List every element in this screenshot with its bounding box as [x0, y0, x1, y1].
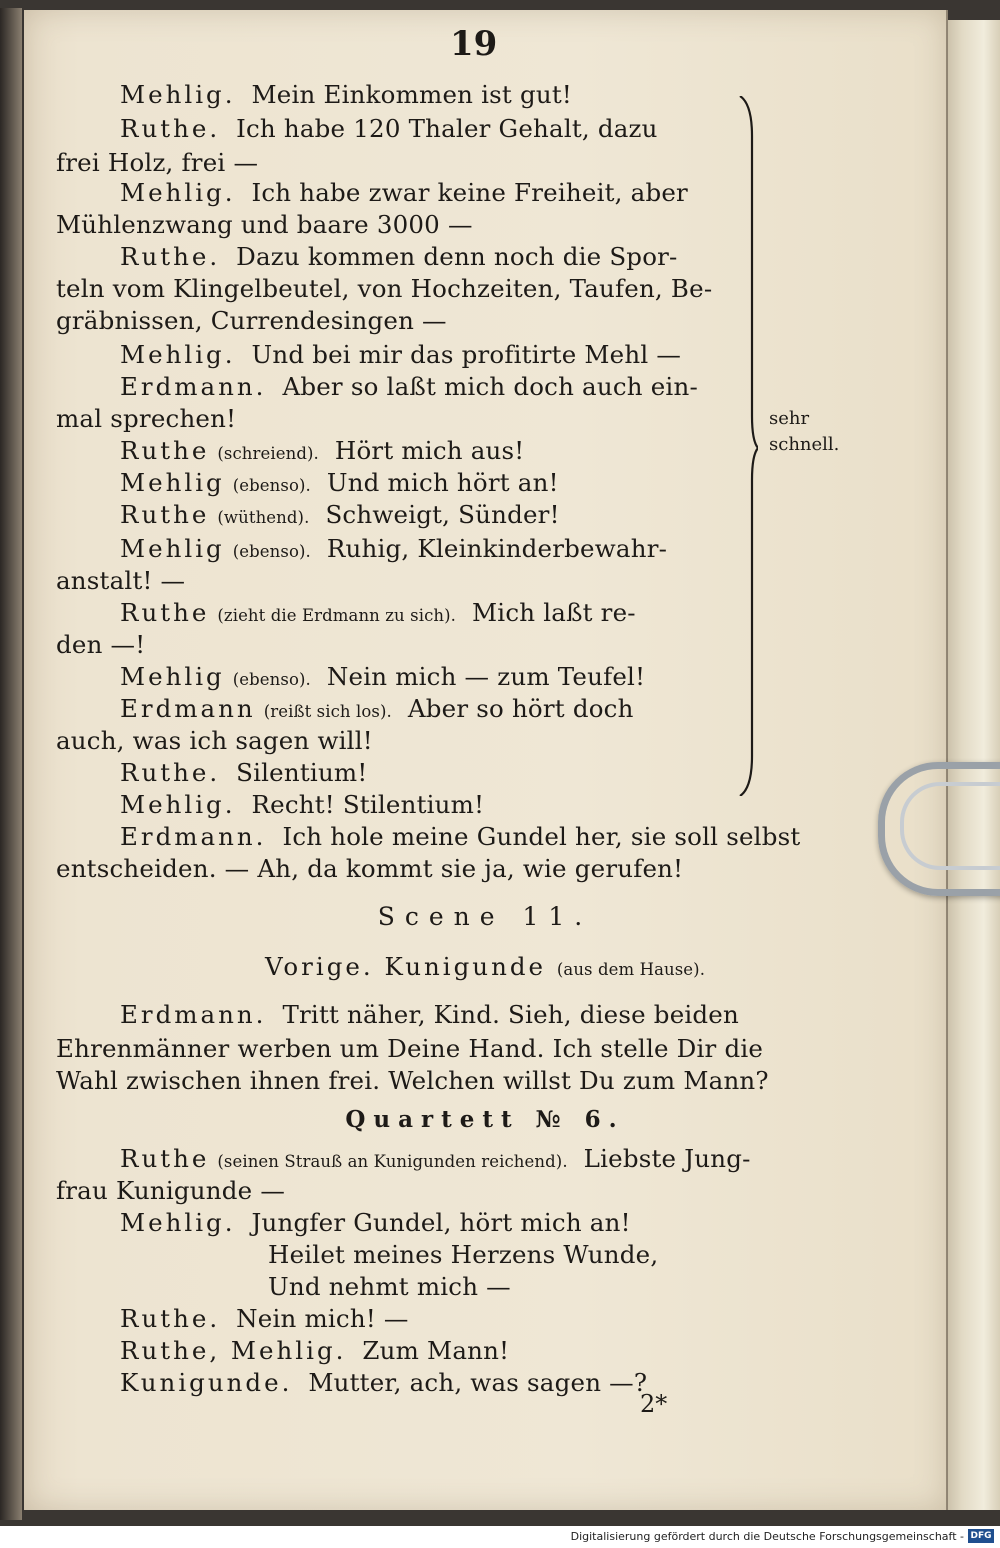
verse-line: Heilet meines Herzens Wunde, — [268, 1240, 659, 1269]
dialogue-line — [120, 598, 636, 627]
continuation-line: den —! — [56, 630, 146, 659]
speech: Tritt näher, Kind. Sieh, diese beiden — [282, 1000, 739, 1029]
verse-line: Und nehmt mich — — [268, 1272, 511, 1301]
dialogue-line — [120, 822, 800, 851]
speech: Ich hole meine Gundel her, sie soll selbst — [282, 822, 801, 851]
dialogue-line — [120, 436, 524, 465]
continuation-line: auch, was ich sagen will! — [56, 726, 373, 755]
footer-credit: Digitalisierung gefördert durch die Deutsche Forschungsgemeinschaft - — [570, 1530, 964, 1543]
speech: Ruhig, Kleinkinderbewahr- — [326, 534, 668, 563]
page-number: 19 — [450, 24, 498, 64]
speaker: Erdmann. — [120, 372, 267, 401]
dialogue-line — [120, 1144, 751, 1173]
continuation-line: anstalt! — — [56, 566, 186, 595]
margin-note-line: sehr — [769, 408, 810, 429]
speech: Silentium! — [236, 758, 368, 787]
speech: Recht! Stilentium! — [251, 790, 485, 819]
signature-mark: 2* — [640, 1390, 668, 1418]
scene-heading: Scene 11. — [377, 902, 593, 931]
dialogue-line — [120, 1208, 631, 1237]
speech: Mein Einkommen ist gut! — [251, 80, 572, 109]
continuation-line: entscheiden. — Ah, da kommt sie ja, wie gerufen! — [56, 854, 684, 883]
stage-direction: (ebenso). — [232, 670, 311, 689]
dialogue-line — [120, 534, 667, 563]
scene-cast — [24, 952, 946, 981]
dialogue-line — [120, 500, 560, 529]
stage-direction: (ebenso). — [232, 542, 311, 561]
dialogue-line — [120, 372, 698, 401]
continuation-line: frau Kunigunde — — [56, 1176, 286, 1205]
dialogue-line — [120, 242, 678, 271]
speaker: Ruthe — [120, 500, 210, 529]
stage-direction: (zieht die Erdmann zu sich). — [217, 606, 457, 625]
speech: Dazu kommen denn noch die Spor- — [236, 242, 678, 271]
speech: Hört mich aus! — [334, 436, 525, 465]
stage-direction: (aus dem Hause). — [556, 960, 706, 979]
dialogue-line — [120, 1304, 409, 1333]
speech: Liebste Jung- — [583, 1144, 751, 1173]
dialogue-line — [120, 114, 658, 143]
speaker: Mehlig. — [120, 80, 236, 109]
speaker: Kunigunde. — [120, 1368, 293, 1397]
speaker: Mehlig. — [120, 340, 236, 369]
dialogue-line — [120, 1000, 739, 1029]
speech: Nein mich! — — [236, 1304, 409, 1333]
stage-direction: (reißt sich los). — [263, 702, 392, 721]
cast-names: Vorige. Kunigunde — [264, 952, 547, 981]
quartet-heading: Quartett № 6. — [345, 1106, 625, 1133]
speech: Aber so hört doch — [407, 694, 634, 723]
continuation-line: Wahl zwischen ihnen frei. Welchen willst Du zum Mann? — [56, 1066, 769, 1095]
speaker: Ruthe, Mehlig. — [120, 1336, 347, 1365]
speaker: Ruthe. — [120, 114, 221, 143]
speaker: Ruthe. — [120, 1304, 221, 1333]
bracket-brace — [738, 96, 758, 796]
speech: Aber so laßt mich doch auch ein- — [282, 372, 698, 401]
speaker: Mehlig — [120, 534, 225, 563]
dialogue-line — [120, 1336, 509, 1365]
stage-direction: (wüthend). — [217, 508, 310, 527]
margin-note-line: schnell. — [769, 434, 840, 455]
speaker: Erdmann. — [120, 822, 267, 851]
dialogue-line — [120, 1368, 647, 1397]
dialogue-line — [120, 790, 484, 819]
book-page — [24, 10, 946, 1510]
speaker: Mehlig. — [120, 790, 236, 819]
speech: Und bei mir das profitirte Mehl — — [251, 340, 682, 369]
speech: Und mich hört an! — [326, 468, 559, 497]
speaker: Ruthe. — [120, 242, 221, 271]
speaker: Mehlig — [120, 662, 225, 691]
speaker: Ruthe — [120, 436, 210, 465]
paper-clip-inner — [900, 782, 1000, 870]
continuation-line: frei Holz, frei — — [56, 148, 259, 177]
stage-direction: (ebenso). — [232, 476, 311, 495]
left-page-edge — [0, 8, 22, 1520]
dialogue-line — [120, 468, 559, 497]
footer-bar — [0, 1526, 1000, 1548]
speaker: Ruthe — [120, 1144, 210, 1173]
continuation-line: Mühlenzwang und baare 3000 — — [56, 210, 473, 239]
speech: Mich laßt re- — [472, 598, 636, 627]
stage-direction: (seinen Strauß an Kunigunden reichend). — [217, 1152, 568, 1171]
dialogue-line — [120, 694, 634, 723]
dialogue-line — [120, 178, 688, 207]
dfg-logo: DFG — [968, 1529, 994, 1543]
speech: Nein mich — zum Teufel! — [326, 662, 646, 691]
stage-direction: (schreiend). — [217, 444, 319, 463]
speech: Mutter, ach, was sagen —? — [308, 1368, 648, 1397]
dialogue-line — [120, 80, 572, 109]
continuation-line: mal sprechen! — [56, 404, 237, 433]
speaker: Ruthe. — [120, 758, 221, 787]
speech: Jungfer Gundel, hört mich an! — [251, 1208, 631, 1237]
speaker: Mehlig — [120, 468, 225, 497]
speech: Ich habe zwar keine Freiheit, aber — [251, 178, 688, 207]
continuation-line: gräbnissen, Currendesingen — — [56, 306, 447, 335]
speaker: Mehlig. — [120, 178, 236, 207]
continuation-line: Ehrenmänner werben um Deine Hand. Ich stelle Dir die — [56, 1034, 764, 1063]
speaker: Ruthe — [120, 598, 210, 627]
speech: Schweigt, Sünder! — [325, 500, 560, 529]
dialogue-line — [120, 340, 681, 369]
speaker: Erdmann — [120, 694, 256, 723]
continuation-line: teln vom Klingelbeutel, von Hochzeiten, Taufen, Be- — [56, 274, 713, 303]
speech: Ich habe 120 Thaler Gehalt, dazu — [236, 114, 658, 143]
speaker: Mehlig. — [120, 1208, 236, 1237]
dialogue-line — [120, 758, 367, 787]
speech: Zum Mann! — [362, 1336, 510, 1365]
dialogue-line — [120, 662, 645, 691]
speaker: Erdmann. — [120, 1000, 267, 1029]
